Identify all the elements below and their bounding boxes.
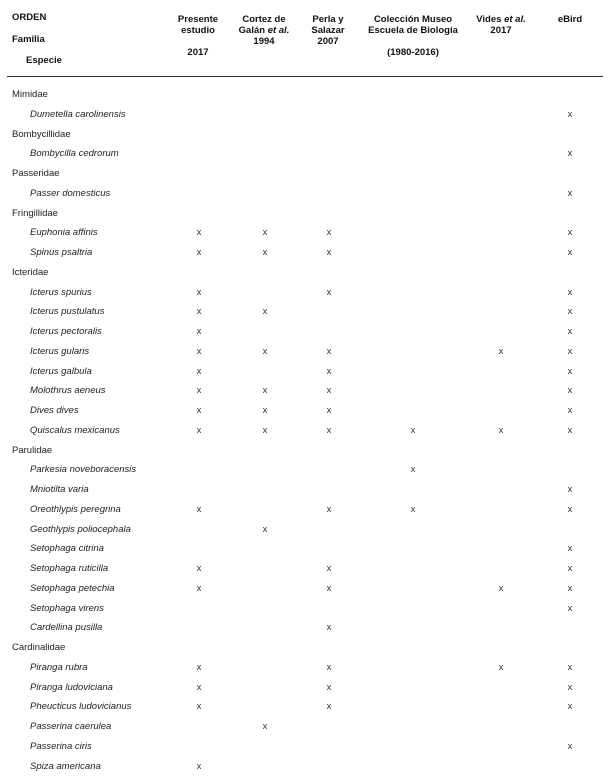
species-name: Cardellina pusilla: [30, 622, 103, 634]
species-row: [0, 583, 610, 602]
species-name: Icterus pustulatus: [30, 306, 105, 318]
species-name: Quiscalus mexicanus: [30, 424, 120, 436]
presence-mark: x: [567, 247, 573, 258]
family-row: [0, 208, 610, 227]
species-row: [0, 227, 610, 246]
column-header-cortez-de-galan: Cortez de Galán et al. 1994: [230, 14, 298, 47]
presence-mark: x: [262, 385, 268, 397]
species-name: Icterus galbula: [30, 365, 92, 377]
family-name: Fringillidae: [12, 207, 58, 219]
presence-mark: x: [326, 681, 332, 693]
presence-mark: x: [262, 306, 268, 318]
presence-mark: x: [196, 681, 202, 693]
presence-mark: x: [326, 503, 332, 515]
species-name: Passerina ciris: [30, 740, 92, 752]
presence-mark: x: [262, 424, 268, 436]
family-name: Icteridae: [12, 266, 49, 278]
presence-mark: x: [196, 365, 202, 377]
species-row: [0, 464, 610, 483]
species-name: Molothrus aeneus: [30, 385, 106, 397]
family-row: [0, 642, 610, 661]
presence-mark: x: [196, 405, 202, 416]
species-name: Icterus gularis: [30, 345, 90, 357]
species-name: Oreothlypis peregrina: [30, 503, 121, 515]
species-row: [0, 385, 610, 404]
column-header-perla-salazar: Perla y Salazar 2007: [311, 14, 345, 47]
species-name: Setophaga citrina: [30, 543, 104, 555]
presence-mark: x: [567, 484, 573, 495]
species-name: Pheucticus ludovicianus: [30, 701, 132, 713]
species-row: [0, 504, 610, 523]
species-name: Icterus spurius: [30, 286, 92, 298]
family-name: Passeridae: [12, 168, 60, 179]
presence-mark: x: [567, 681, 573, 693]
species-name: Mniotilta varia: [30, 484, 89, 495]
header-divider: [7, 76, 603, 77]
species-row: [0, 405, 610, 424]
presence-mark: x: [262, 721, 268, 732]
species-row: [0, 721, 610, 740]
presence-mark: x: [326, 563, 332, 574]
presence-mark: x: [196, 582, 202, 594]
presence-mark: x: [567, 582, 573, 594]
presence-mark: x: [196, 661, 202, 673]
presence-mark: x: [498, 424, 504, 436]
presence-mark: x: [326, 582, 332, 594]
presence-mark: x: [196, 247, 202, 258]
species-name: Setophaga virens: [30, 602, 104, 614]
species-row: [0, 148, 610, 167]
species-row: [0, 761, 610, 780]
presence-mark: x: [567, 306, 573, 318]
presence-mark: x: [410, 503, 416, 515]
species-name: Geothlypis poliocephala: [30, 523, 131, 535]
presence-mark: x: [567, 602, 573, 614]
species-name: Spinus psaltria: [30, 247, 93, 258]
species-row: [0, 326, 610, 345]
presence-mark: x: [410, 464, 416, 476]
presence-mark: x: [567, 405, 573, 416]
species-name: Setophaga petechia: [30, 582, 115, 594]
species-name: Euphonia affinis: [30, 227, 98, 239]
presence-mark: x: [196, 385, 202, 397]
presence-mark: x: [567, 385, 573, 397]
presence-mark: x: [567, 365, 573, 377]
species-row: [0, 543, 610, 562]
species-row: [0, 603, 610, 622]
presence-mark: x: [567, 227, 573, 239]
column-header-ebird: eBird: [557, 14, 583, 25]
presence-mark: x: [567, 701, 573, 713]
presence-mark: x: [196, 306, 202, 318]
presence-mark: x: [196, 326, 202, 337]
column-header-presente-estudio: Presente estudio 2017: [177, 14, 219, 58]
species-name: Passer domesticus: [30, 187, 111, 199]
header-especie: Especie: [26, 55, 62, 66]
presence-mark: x: [326, 701, 332, 713]
family-row: [0, 89, 610, 108]
species-row: [0, 346, 610, 365]
species-row: [0, 425, 610, 444]
presence-mark: x: [262, 345, 268, 357]
species-row: [0, 524, 610, 543]
presence-mark: x: [326, 661, 332, 673]
species-row: [0, 188, 610, 207]
family-name: Parulidae: [12, 444, 53, 456]
presence-mark: x: [567, 424, 573, 436]
family-row: [0, 267, 610, 286]
presence-mark: x: [196, 424, 202, 436]
family-row: [0, 168, 610, 187]
header-orden: ORDEN: [12, 12, 47, 23]
species-row: [0, 741, 610, 760]
presence-mark: x: [567, 543, 573, 555]
species-name: Setophaga ruticilla: [30, 563, 109, 574]
species-name: Parkesia noveboracensis: [30, 464, 137, 476]
presence-mark: x: [196, 227, 202, 239]
presence-mark: x: [567, 326, 573, 337]
species-row: [0, 484, 610, 503]
presence-mark: x: [262, 227, 268, 239]
species-row: [0, 682, 610, 701]
family-name: Bombycillidae: [12, 128, 71, 140]
presence-mark: x: [567, 661, 573, 673]
presence-mark: x: [326, 385, 332, 397]
family-row: [0, 445, 610, 464]
presence-mark: x: [567, 187, 573, 199]
species-row: [0, 662, 610, 681]
presence-mark: x: [567, 108, 573, 120]
species-row: [0, 366, 610, 385]
presence-mark: x: [326, 405, 332, 416]
presence-mark: x: [326, 622, 332, 634]
family-name: Mimidae: [12, 89, 48, 100]
species-row: [0, 563, 610, 582]
presence-mark: x: [567, 148, 573, 160]
presence-mark: x: [196, 286, 202, 298]
presence-mark: x: [567, 286, 573, 298]
column-header-vides-line1: Vides et al.: [476, 14, 526, 25]
species-name: Passerina caerulea: [30, 721, 112, 732]
species-name: Bombycilla cedrorum: [30, 148, 119, 160]
presence-mark: x: [498, 582, 504, 594]
presence-mark: x: [326, 424, 332, 436]
presence-mark: x: [567, 503, 573, 515]
presence-mark: x: [567, 563, 573, 574]
column-header-vides: Vides et al. 2017: [466, 14, 536, 36]
species-name: Icterus pectoralis: [30, 326, 102, 337]
column-header-cortez-line2: Galán et al.: [238, 25, 290, 36]
presence-mark: x: [262, 523, 268, 535]
species-row: [0, 622, 610, 641]
family-row: [0, 129, 610, 148]
presence-mark: x: [196, 503, 202, 515]
presence-mark: x: [262, 405, 268, 416]
species-name: Spiza americana: [30, 760, 101, 772]
presence-mark: x: [326, 286, 332, 298]
presence-mark: x: [196, 563, 202, 574]
species-row: [0, 247, 610, 266]
presence-mark: x: [326, 227, 332, 239]
presence-mark: x: [410, 424, 416, 436]
species-row: [0, 109, 610, 128]
presence-mark: x: [326, 345, 332, 357]
presence-mark: x: [567, 345, 573, 357]
family-name: Cardinalidae: [12, 642, 66, 653]
species-row: [0, 287, 610, 306]
presence-mark: x: [196, 760, 202, 772]
presence-mark: x: [326, 247, 332, 258]
species-name: Piranga rubra: [30, 661, 88, 673]
presence-mark: x: [498, 661, 504, 673]
header-familia: Familia: [12, 34, 45, 45]
species-name: Dumetella carolinensis: [30, 108, 126, 120]
species-name: Piranga ludoviciana: [30, 681, 113, 693]
presence-mark: x: [196, 345, 202, 357]
presence-mark: x: [567, 740, 573, 752]
presence-mark: x: [498, 345, 504, 357]
presence-mark: x: [262, 247, 268, 258]
species-row: [0, 701, 610, 720]
column-header-coleccion-museo: Colección Museo Escuela de Biología (1980-2016): [368, 14, 458, 58]
species-row: [0, 306, 610, 325]
species-name: Dives dives: [30, 405, 79, 416]
presence-mark: x: [196, 701, 202, 713]
presence-mark: x: [326, 365, 332, 377]
